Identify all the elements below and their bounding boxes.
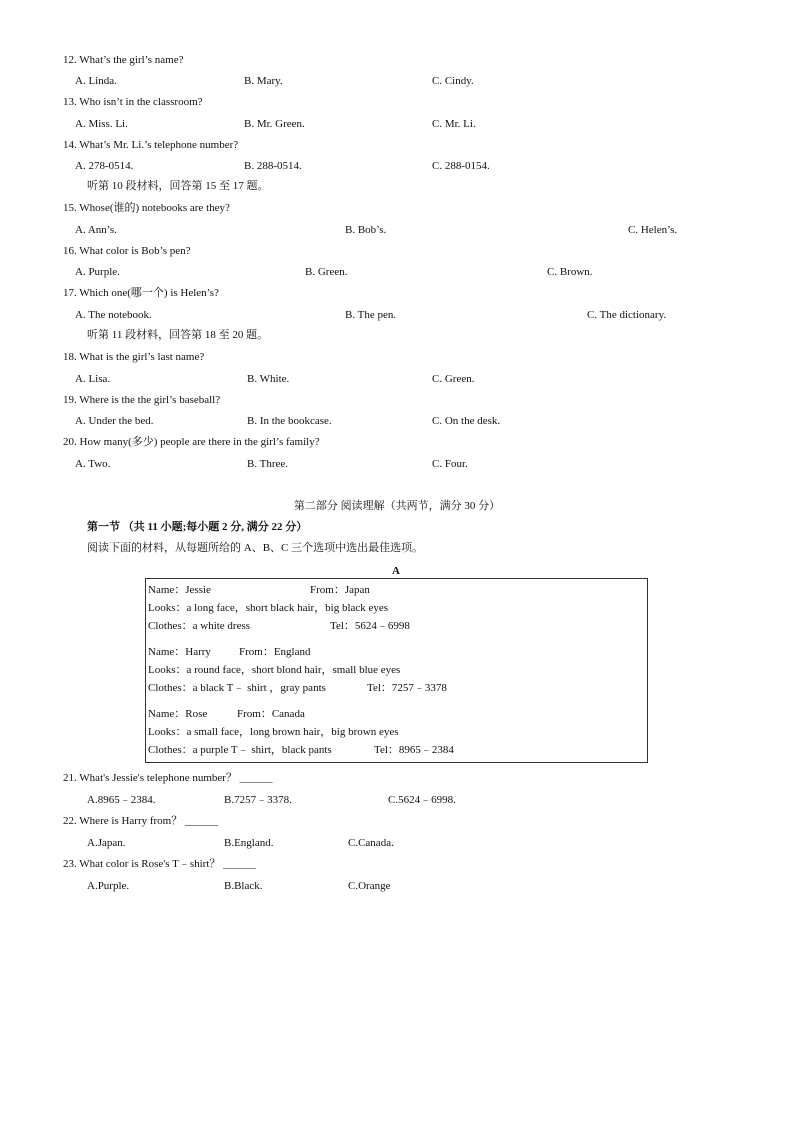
option-c[interactable]: C.Canada. (348, 837, 394, 849)
option-a[interactable]: A. 278-0514. (75, 160, 134, 172)
profile-from: From：Japan (310, 584, 370, 596)
option-b[interactable]: B. Mr. Green. (244, 118, 305, 130)
option-a[interactable]: A. Lisa. (75, 373, 111, 385)
option-c[interactable]: C. 288-0154. (432, 160, 490, 172)
option-b[interactable]: B. Mary. (244, 75, 283, 87)
profile-tel: Tel：7257﹣3378 (367, 682, 447, 694)
profile-from: From：Canada (237, 708, 305, 720)
listening-instruction: 听第 10 段材料，回答第 15 至 17 题。 (87, 180, 269, 192)
question-stem: 20. How many(多少) people are there in the girl’s family? (63, 436, 320, 448)
option-c[interactable]: C.5624﹣6998. (388, 794, 456, 806)
option-c[interactable]: C. Four. (432, 458, 468, 470)
passage-label: A (392, 565, 400, 577)
option-a[interactable]: A.Purple. (87, 880, 130, 892)
question-stem: 12. What’s the girl’s name? (63, 54, 184, 66)
option-c[interactable]: C. Brown. (547, 266, 593, 278)
option-b[interactable]: B. Green. (305, 266, 348, 278)
profile-clothes: Clothes：a white dress (148, 620, 251, 632)
profile-looks: Looks：a small face，long brown hair，big brown eyes (148, 726, 399, 738)
option-a[interactable]: A. Under the bed. (75, 415, 154, 427)
profile-looks: Looks：a round face，short blond hair，small blue eyes (148, 664, 401, 676)
question-stem: 15. Whose(谁的) notebooks are they? (63, 202, 230, 214)
option-a[interactable]: A. Purple. (75, 266, 120, 278)
profile-name: Name：Harry (148, 646, 211, 658)
option-c[interactable]: C. On the desk. (432, 415, 501, 427)
option-b[interactable]: B. The pen. (345, 309, 397, 321)
option-b[interactable]: B.England. (224, 837, 274, 849)
option-b[interactable]: B. In the bookcase. (247, 415, 332, 427)
question-stem: 13. Who isn’t in the classroom? (63, 96, 203, 108)
question-stem: 14. What’s Mr. Li.’s telephone number? (63, 139, 239, 151)
option-b[interactable]: B. 288-0514. (244, 160, 302, 172)
option-c[interactable]: C. Mr. Li. (432, 118, 476, 130)
option-c[interactable]: C. The dictionary. (587, 309, 667, 321)
option-b[interactable]: B. Bob’s. (345, 224, 387, 236)
listening-instruction: 听第 11 段材料，回答第 18 至 20 题。 (87, 329, 269, 341)
option-b[interactable]: B.Black. (224, 880, 263, 892)
reading-instruction: 阅读下面的材料，从每题所给的 A、B、C 三个选项中选出最佳选项。 (87, 542, 424, 554)
option-a[interactable]: A.8965﹣2384. (87, 794, 156, 806)
option-c[interactable]: C.Orange (348, 880, 391, 892)
option-a[interactable]: A. Linda. (75, 75, 117, 87)
profile-looks: Looks：a long face，short black hair，big black eyes (148, 602, 389, 614)
question-stem: 16. What color is Bob’s pen? (63, 245, 191, 257)
option-c[interactable]: C. Green. (432, 373, 475, 385)
option-a[interactable]: A. The notebook. (75, 309, 152, 321)
option-a[interactable]: A. Ann’s. (75, 224, 117, 236)
option-b[interactable]: B. White. (247, 373, 290, 385)
profile-clothes: Clothes：a purple T﹣ shirt，black pants (148, 744, 332, 756)
option-a[interactable]: A.Japan. (87, 837, 126, 849)
profile-tel: Tel：8965﹣2384 (374, 744, 454, 756)
question-stem: 18. What is the girl’s last name? (63, 351, 205, 363)
question-stem: 21. What's Jessie's telephone number？ ______ (63, 772, 273, 784)
option-b[interactable]: B.7257﹣3378. (224, 794, 292, 806)
profile-name: Name：Rose (148, 708, 208, 720)
option-b[interactable]: B. Three. (247, 458, 289, 470)
question-stem: 23. What color is Rose's T﹣shirt？ ______ (63, 858, 257, 870)
option-a[interactable]: A. Miss. Li. (75, 118, 128, 130)
option-c[interactable]: C. Helen’s. (628, 224, 678, 236)
option-c[interactable]: C. Cindy. (432, 75, 474, 87)
profile-from: From：England (239, 646, 311, 658)
option-a[interactable]: A. Two. (75, 458, 111, 470)
profile-clothes: Clothes：a black T﹣ shirt ，gray pants (148, 682, 326, 694)
question-stem: 19. Where is the the girl’s baseball? (63, 394, 221, 406)
question-stem: 22. Where is Harry from？ ______ (63, 815, 218, 827)
section-heading: 第一节 （共 11 小题;每小题 2 分, 满分 22 分） (87, 521, 308, 533)
profile-name: Name：Jessie (148, 584, 211, 596)
question-stem: 17. Which one(哪一个) is Helen’s? (63, 287, 219, 299)
part-title: 第二部分 阅读理解（共两节，满分 30 分） (293, 500, 501, 512)
profile-tel: Tel：5624﹣6998 (330, 620, 410, 632)
